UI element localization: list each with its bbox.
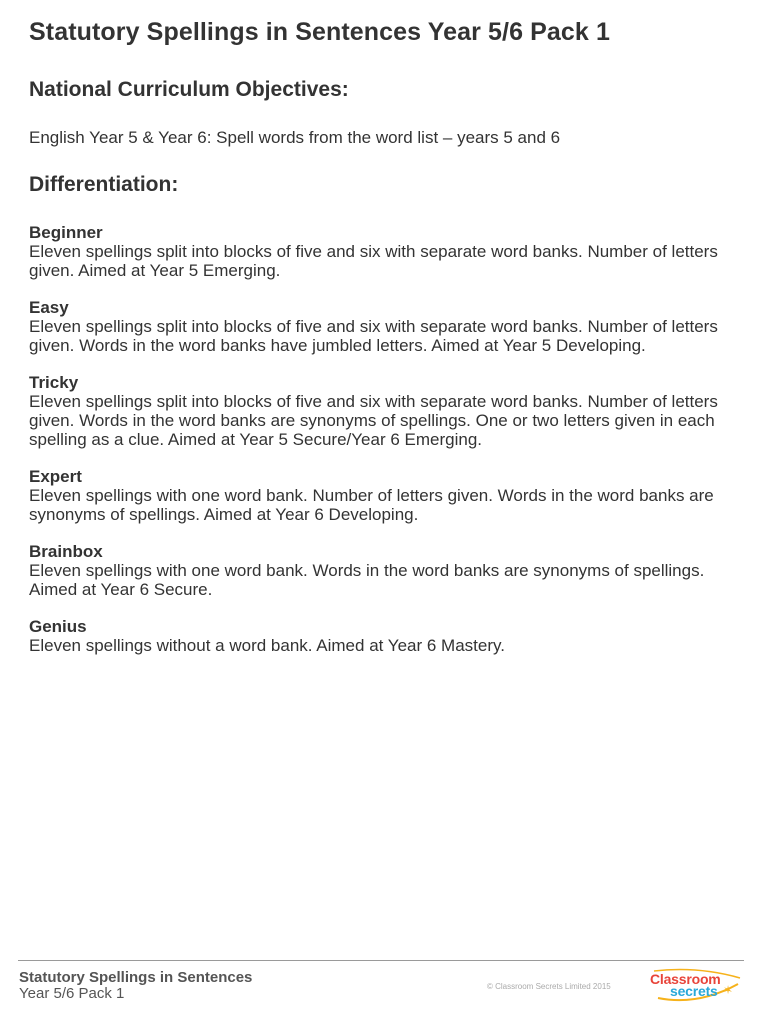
level-description: Eleven spellings split into blocks of five and six with separate word banks. Number of letters given. Aimed at Year 5 Emerging. xyxy=(29,242,718,280)
level-name: Genius xyxy=(29,617,87,636)
level-description: Eleven spellings split into blocks of five and six with separate word banks. Number of letters given. Words in the word banks have jumbled letters. Aimed at Year 5 Developing. xyxy=(29,317,718,355)
footer-title: Statutory Spellings in Sentences xyxy=(19,969,253,986)
level-name: Beginner xyxy=(29,223,103,242)
level-name: Tricky xyxy=(29,373,79,392)
footer-divider xyxy=(18,960,744,961)
footer-subtitle: Year 5/6 Pack 1 xyxy=(19,985,125,1002)
objectives-heading: National Curriculum Objectives: xyxy=(29,78,349,101)
level-description: Eleven spellings without a word bank. Aimed at Year 6 Mastery. xyxy=(29,636,505,655)
level-name: Brainbox xyxy=(29,542,103,561)
page-title: Statutory Spellings in Sentences Year 5/6 Pack 1 xyxy=(29,18,610,46)
star-icon: ✶ xyxy=(723,983,734,997)
level-beginner xyxy=(29,223,734,280)
level-name: Expert xyxy=(29,467,82,486)
level-genius xyxy=(29,617,734,655)
copyright-notice: © Classroom Secrets Limited 2015 xyxy=(487,982,611,991)
level-easy xyxy=(29,298,734,355)
level-brainbox xyxy=(29,542,734,599)
logo-word-classroom: Classroom xyxy=(650,971,721,987)
level-description: Eleven spellings with one word bank. Number of letters given. Words in the word banks are synonyms of spellings. Aimed at Year 6 Developing. xyxy=(29,486,714,524)
level-description: Eleven spellings with one word bank. Words in the word banks are synonyms of spellings. Aimed at Year 6 Secure. xyxy=(29,561,705,599)
logo-word-secrets: secrets xyxy=(670,983,718,999)
level-description: Eleven spellings split into blocks of five and six with separate word banks. Number of letters given. Words in the word banks are synonyms of spellings. One or two letters given in each spelling as a clue. Aimed at Year 5 Secure/Year 6 Emerging. xyxy=(29,392,718,449)
objectives-text: English Year 5 & Year 6: Spell words from the word list – years 5 and 6 xyxy=(29,128,561,147)
classroom-secrets-logo xyxy=(648,968,744,1002)
differentiation-list xyxy=(29,223,734,673)
level-tricky xyxy=(29,373,734,449)
differentiation-heading: Differentiation: xyxy=(29,173,179,196)
level-expert xyxy=(29,467,734,524)
level-name: Easy xyxy=(29,298,69,317)
